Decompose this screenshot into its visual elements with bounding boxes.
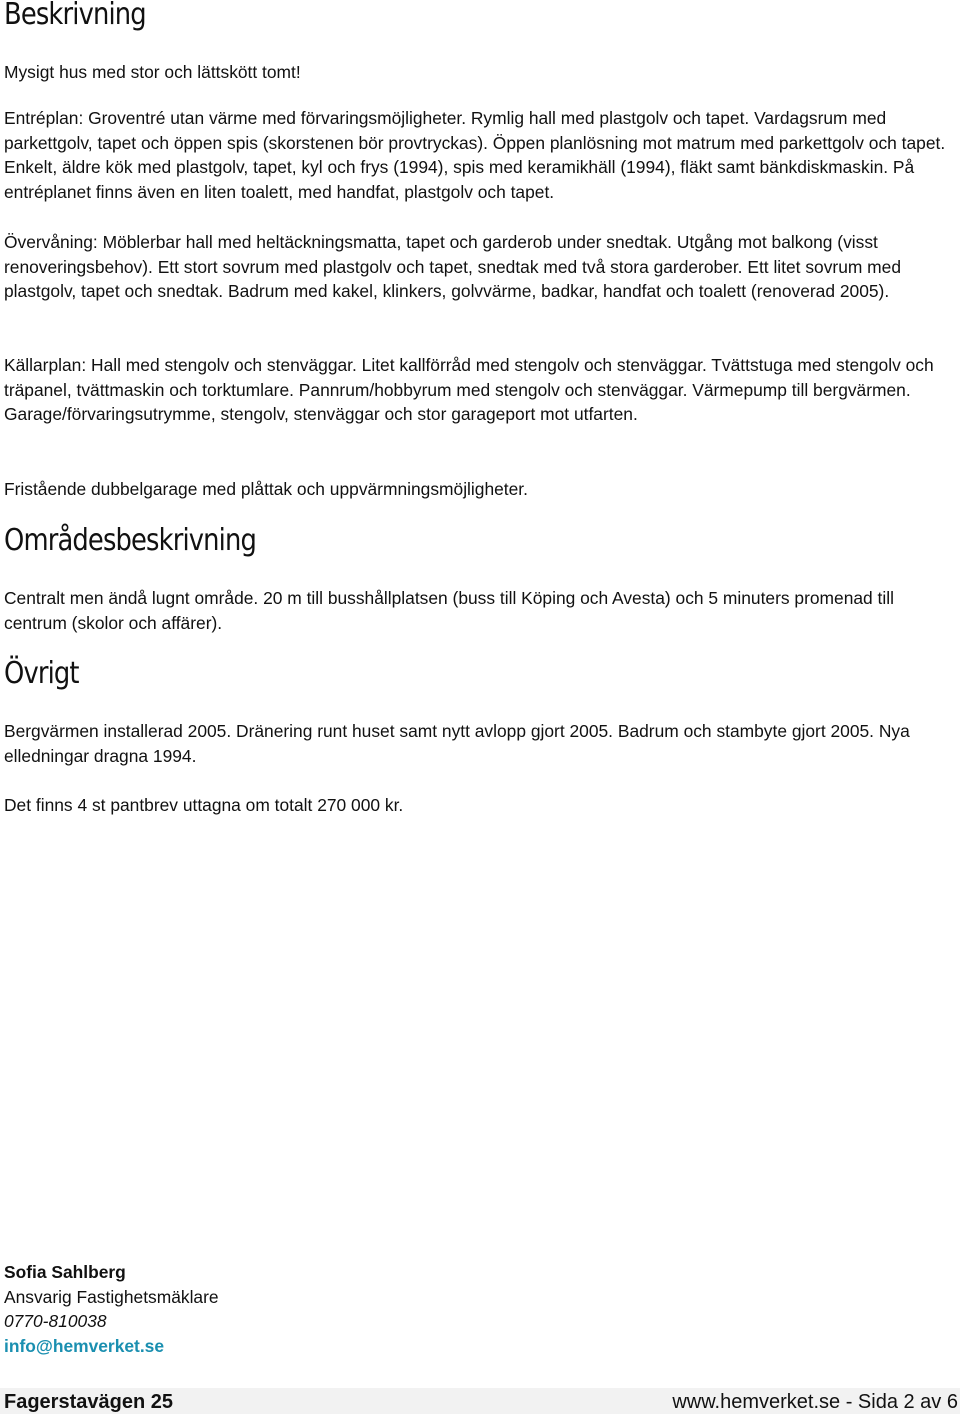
footer-page-info: www.hemverket.se - Sida 2 av 6 [672,1391,958,1413]
heading-omradesbeskrivning: Områdesbeskrivning [4,523,256,558]
paragraph-overvaning: Övervåning: Möblerbar hall med heltäckningsmatta, tapet och garderob under snedtak. Utgång mot balkong (visst renoveringsbehov). Ett stort sovrum med plastgolv och tapet, snedtak med två stora garderober. Ett litet sovrum med plastgolv, tapet och snedtak. Badrum med kakel, klinkers, golvvärme, badkar, handfat och toalett (renoverad 2005). [4,232,902,301]
footer-address: Fagerstavägen 25 [4,1391,173,1413]
paragraph-garage: Fristående dubbelgarage med plåttak och uppvärmningsmöjligheter. [4,479,528,499]
paragraph-intro: Mysigt hus med stor och lättskött tomt! [4,62,301,82]
agent-title: Ansvarig Fastighetsmäklare [4,1286,219,1307]
paragraph-ovrigt-installationer: Bergvärmen installerad 2005. Dränering runt huset samt nytt avlopp gjort 2005. Badrum och stambyte gjort 2005. Nya elledningar dragna 1994. [4,721,910,766]
heading-beskrivning: Beskrivning [4,0,146,32]
paragraph-omrade: Centralt men ändå lugnt område. 20 m till busshållplatsen (buss till Köping och Avesta) och 5 minuters promenad till centrum (skolor och affärer). [4,588,894,633]
paragraph-entreplan: Entréplan: Groventré utan värme med förvaringsmöjligheter. Rymlig hall med plastgolv och tapet. Vardagsrum med parkettgolv, tapet och öppen spis (skorstenen bör provtryckas). Öppen planlösning mot matrum med parkettgolv och tapet. Enkelt, äldre kök med plastgolv, tapet, kyl och frys (1994), spis med keramikhäll (1994), fläkt samt bänkdiskmaskin. På entréplanet finns även en liten toalett, med handfat, plastgolv och tapet. [4,108,946,202]
agent-phone: 0770-810038 [4,1311,107,1331]
agent-contact [4,1260,219,1358]
heading-ovrigt: Övrigt [4,656,79,691]
paragraph-kallarplan: Källarplan: Hall med stengolv och stenväggar. Litet kallförråd med stengolv och stenväggar. Tvättstuga med stengolv och träpanel, tvättmaskin och torktumlare. Pannrum/hobbyrum med stengolv och stenväggar. Värmepump till bergvärmen. Garage/förvaringsutrymme, stengolv, stenväggar och stor garageport mot utfarten. [4,355,934,424]
agent-name: Sofia Sahlberg [4,1262,126,1282]
agent-email-link[interactable]: info@hemverket.se [4,1335,165,1356]
paragraph-pantbrev: Det finns 4 st pantbrev uttagna om totalt 270 000 kr. [4,795,404,815]
page-footer [0,1388,960,1414]
